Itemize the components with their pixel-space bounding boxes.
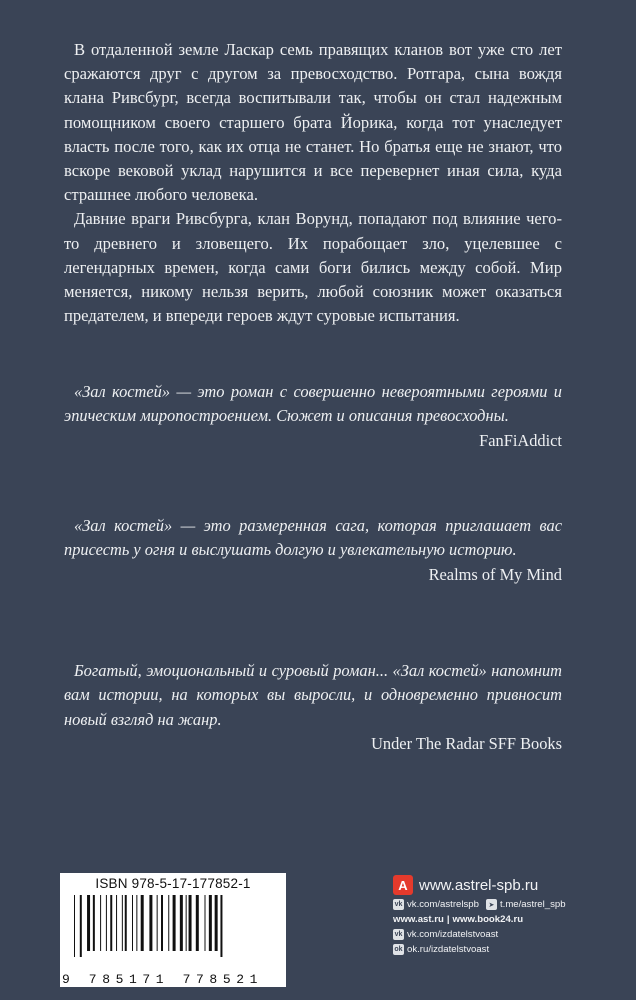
- publisher-site-row: [393, 875, 593, 895]
- barcode-bar: [122, 895, 123, 951]
- barcode-bar: [149, 895, 152, 951]
- barcode-bar: [215, 895, 218, 951]
- ok-icon: ok: [394, 946, 403, 953]
- barcode-bar: [161, 895, 163, 951]
- barcode-bar: [110, 895, 112, 951]
- publisher-logo-icon: A: [393, 875, 413, 895]
- book24-link[interactable]: www.book24.ru: [452, 914, 524, 925]
- barcode-bar: [136, 895, 137, 951]
- barcode-bar: [100, 895, 101, 951]
- social-row-2: [393, 914, 593, 925]
- barcode-bar: [74, 895, 75, 957]
- ast-link[interactable]: www.ast.ru: [393, 914, 444, 925]
- quote-text: «Зал костей» — это размеренная сага, которая приглашает вас присесть у огня и выслушать долгую и увлекательную историю.: [64, 516, 562, 560]
- social-row-1: [393, 899, 593, 910]
- annotation-text: [64, 38, 562, 328]
- quote-text: Богатый, эмоциональный и суровый роман... «Зал костей» напомнит вам истории, на которых вы выросли, и одновременно привносит новый взгляд на жанр.: [64, 661, 562, 729]
- barcode-bar: [93, 895, 95, 951]
- quote-source: Realms of My Mind: [428, 564, 562, 584]
- quote-source: FanFiAddict: [479, 430, 562, 450]
- blurb-paragraph-2: Давние враги Ривсбурга, клан Ворунд, попадают под влияние чего-то древнего и зловещего. Их порабощает зло, уцелевшее с легендарных времен, когда сами боги бились между собой. Мир меняется, никому нельзя верить, любой союзник может оказаться предателем, и впереди героев ждут суровые испытания.: [64, 209, 562, 326]
- social-row-4: [393, 944, 593, 955]
- barcode-bar: [186, 895, 187, 951]
- barcode-bar: [209, 895, 212, 951]
- barcode-bar: [180, 895, 183, 951]
- isbn-label: ISBN 978-5-17-177852-1: [95, 876, 251, 891]
- review-quote-1: [64, 380, 562, 453]
- barcode-bar: [80, 895, 82, 957]
- quote-text: «Зал костей» — это роман с совершенно невероятными героями и эпическим миропостроением. Сюжет и описания превосходны.: [64, 382, 562, 426]
- publisher-contacts: [393, 875, 593, 955]
- separator: |: [446, 914, 450, 925]
- barcode-bar: [132, 895, 133, 951]
- publisher-site-link[interactable]: www.astrel-spb.ru: [419, 876, 539, 894]
- blurb-paragraph-1: В отдаленной земле Ласкар семь правящих кланов вот уже сто лет сражаются друг с другом за превосходство. Ротгара, сына вождя клана Ривсбург, всегда воспитывали так, чтобы он стал надежным помощником своего старшего брата Йорика, когда тот унаследует власть после того, как их отца не станет. Но братья еще не знают, что вскоре вековой уклад нарушится и все перевернет иная сила, куда страшнее любого человека.: [64, 40, 562, 205]
- barcode-bar: [220, 895, 222, 957]
- quote-source: Under The Radar SFF Books: [371, 734, 562, 754]
- barcode-bar: [189, 895, 192, 951]
- barcode-bar: [87, 895, 90, 951]
- vk-link-1[interactable]: vk.com/astrelspb: [407, 899, 479, 910]
- social-row-3: [393, 929, 593, 940]
- vk-icon: vk: [394, 901, 403, 908]
- ok-link[interactable]: ok.ru/izdatelstvoast: [407, 944, 490, 955]
- review-quote-3: [64, 659, 562, 757]
- barcode-bar: [106, 895, 107, 951]
- review-quote-2: [64, 514, 562, 587]
- barcode-bar: [116, 895, 117, 951]
- isbn-barcode: [60, 873, 286, 987]
- barcode-bar: [205, 895, 206, 951]
- barcode-bar: [196, 895, 199, 951]
- barcode-bar: [173, 895, 176, 951]
- barcode-digits: 9 785171 778521: [62, 972, 264, 987]
- vk-link-2[interactable]: vk.com/izdatelstvoast: [407, 929, 499, 940]
- barcode-bar: [168, 895, 169, 951]
- telegram-link[interactable]: t.me/astrel_spb: [499, 899, 566, 910]
- barcode-bar: [141, 895, 144, 951]
- telegram-icon: ➤: [486, 899, 497, 910]
- barcode-bar: [125, 895, 127, 951]
- vk-icon: vk: [394, 931, 403, 938]
- barcode-bar: [157, 895, 158, 951]
- barcode-bars: [70, 895, 278, 969]
